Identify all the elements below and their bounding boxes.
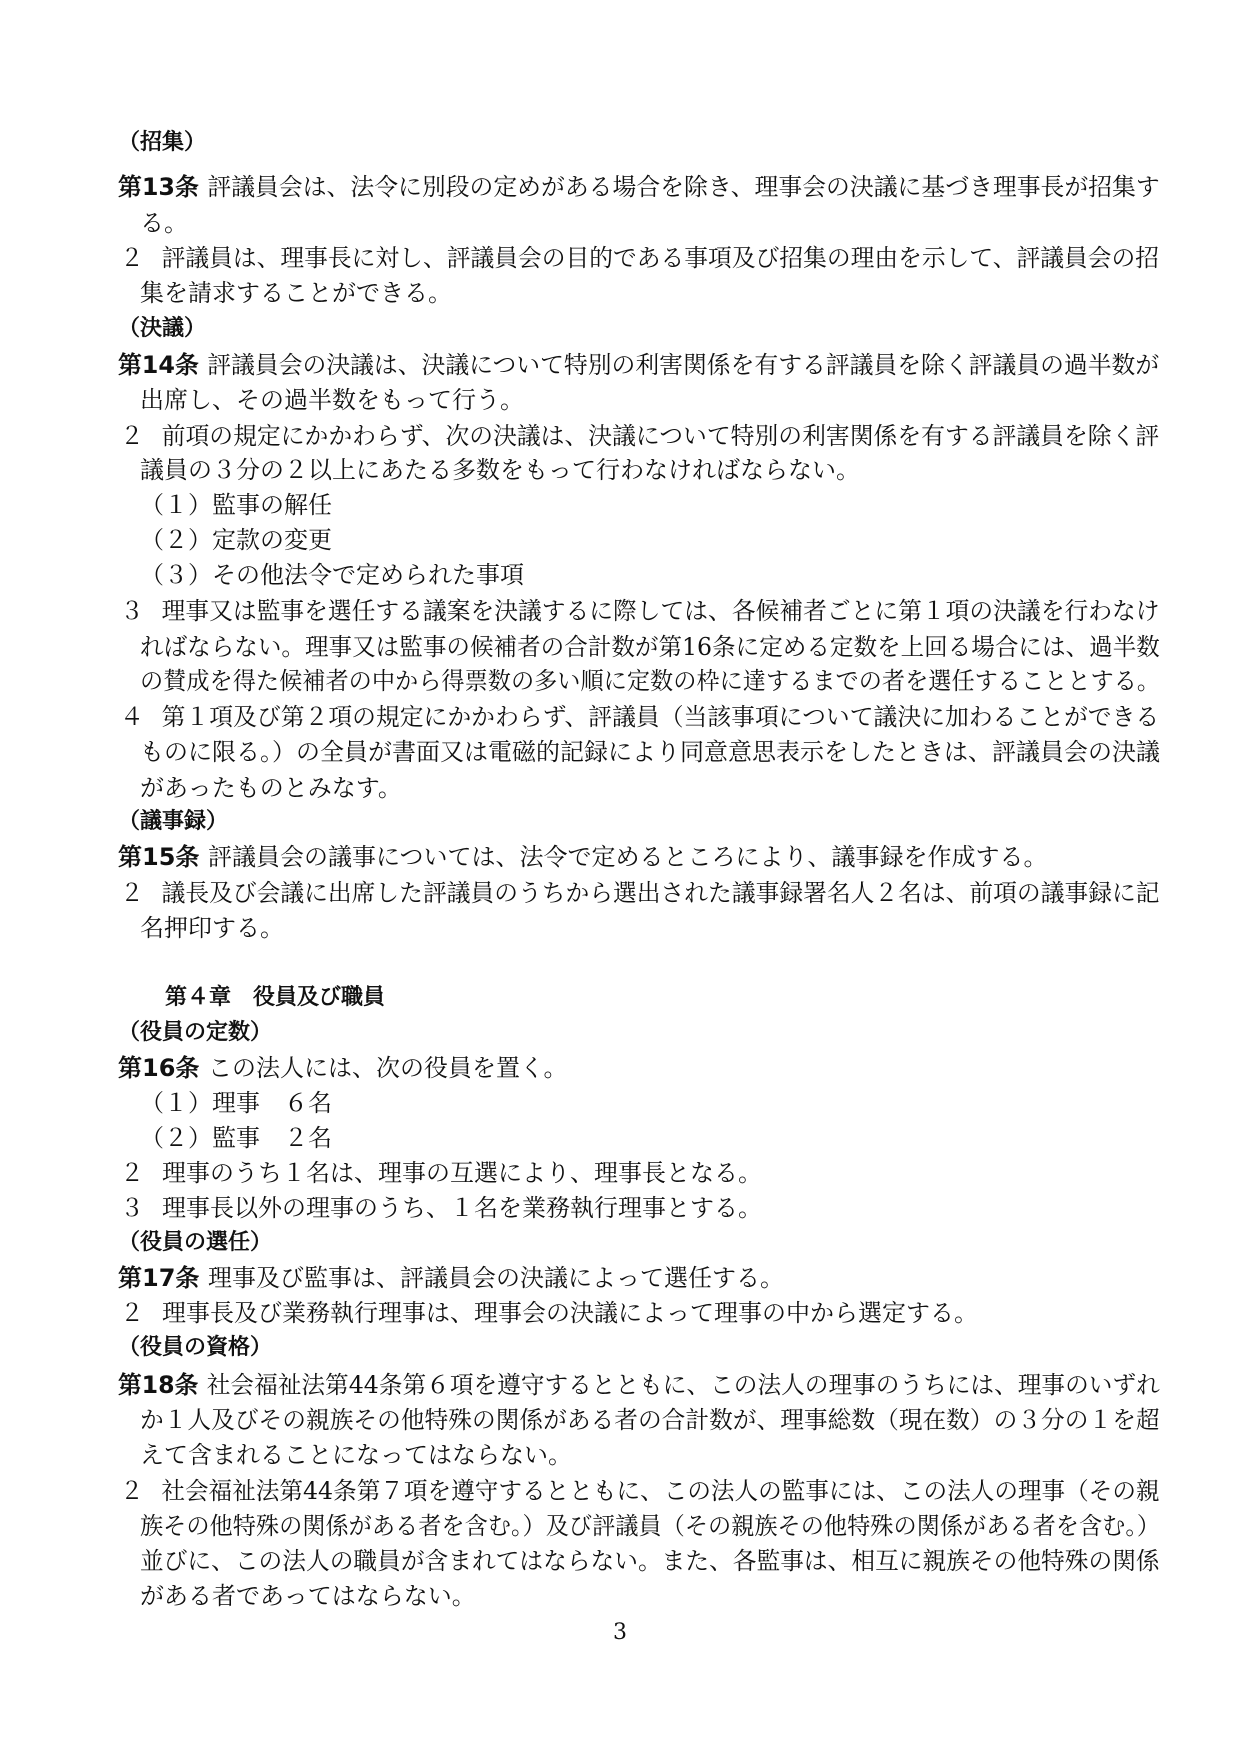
line-text: 理事長以外の理事のうち、１名を業務執行理事とする。 xyxy=(162,1194,762,1222)
continuation-line xyxy=(140,1440,572,1470)
paragraph-number: ２ xyxy=(120,1477,144,1505)
paragraph-number: ４ xyxy=(120,703,144,731)
line-text: えて含まれることになってはならない。 xyxy=(140,1441,572,1469)
line-text: （１）監事の解任 xyxy=(140,491,332,519)
article-line xyxy=(118,350,1159,380)
paragraph-line xyxy=(120,596,1160,626)
line-text: 議長及び会議に出席した評議員のうちから選出された議事録署名人２名は、前項の議事録に記 xyxy=(161,879,1160,907)
continuation-line xyxy=(140,1511,1160,1541)
paragraph-number: ２ xyxy=(120,422,144,450)
article-line xyxy=(118,172,1160,202)
paragraph-line xyxy=(120,1298,978,1328)
line-text: （３）その他法令で定められた事項 xyxy=(140,561,524,589)
line-text: ればならない。理事又は監事の候補者の合計数が第16条に定める定数を上回る場合には、過半数 xyxy=(140,633,1160,661)
line-text: 第１項及び第２項の規定にかかわらず、評議員（当該事項について議決に加わることができる xyxy=(161,703,1160,731)
continuation-line xyxy=(140,278,452,308)
line-text: （決議） xyxy=(118,316,207,341)
continuation-line xyxy=(140,385,524,415)
list-item xyxy=(140,560,524,590)
line-text: 評議員は、理事長に対し、評議員会の目的である事項及び招集の理由を示して、評議員会の招 xyxy=(161,244,1160,272)
chapter-title xyxy=(165,983,385,1013)
article-line xyxy=(118,842,1048,872)
paragraph-line xyxy=(120,1193,762,1223)
paragraph-line xyxy=(120,878,1160,908)
line-text: の賛成を得た候補者の中から得票数の多い順に定数の枠に達するまでの者を選任することとする。 xyxy=(140,667,1161,695)
line-text: 前項の規定にかかわらず、次の決議は、決議について特別の利害関係を有する評議員を除く評 xyxy=(161,422,1160,450)
list-item xyxy=(140,490,332,520)
article-line xyxy=(118,1053,568,1083)
paragraph-line xyxy=(120,421,1159,451)
line-text: 出席し、その過半数をもって行う。 xyxy=(140,386,524,414)
continuation-line xyxy=(140,455,860,485)
section-heading xyxy=(118,128,206,158)
line-text: ものに限る。）の全員が書面又は電磁的記録により同意意思表示をしたときは、評議員会の決議 xyxy=(140,738,1160,766)
line-text: 集を請求することができる。 xyxy=(140,279,452,307)
paragraph-line xyxy=(120,1158,762,1188)
line-text: （１）理事 ６名 xyxy=(140,1089,332,1117)
continuation-line xyxy=(140,666,1160,696)
article-line xyxy=(118,1263,784,1293)
line-text: があったものとみなす。 xyxy=(140,774,402,802)
paragraph-number: ２ xyxy=(120,879,144,907)
line-text: この法人には、次の役員を置く。 xyxy=(208,1054,568,1082)
section-heading xyxy=(118,314,206,344)
line-text: （議事録） xyxy=(118,809,229,834)
continuation-line xyxy=(140,1581,476,1611)
paragraph-number: ２ xyxy=(120,1159,144,1187)
paragraph-number: ２ xyxy=(120,1299,144,1327)
article-line xyxy=(118,1370,1160,1400)
paragraph-number: ２ xyxy=(120,244,144,272)
line-text: 理事及び監事は、評議員会の決議によって選任する。 xyxy=(208,1264,784,1292)
continuation-line xyxy=(140,737,1160,767)
paragraph-line xyxy=(120,1476,1160,1506)
line-text: 族その他特殊の関係がある者を含む。）及び評議員（その親族その他特殊の関係がある者を含む。） xyxy=(140,1512,1161,1540)
article-number: 第16条 xyxy=(118,1054,200,1082)
article-number: 第13条 xyxy=(118,173,199,201)
line-text: 評議員会の決議は、決議について特別の利害関係を有する評議員を除く評議員の過半数が xyxy=(207,351,1160,379)
section-heading xyxy=(118,1333,272,1363)
list-item xyxy=(140,1123,332,1153)
line-text: （役員の選任） xyxy=(118,1230,273,1255)
paragraph-number: ３ xyxy=(120,1194,144,1222)
continuation-line xyxy=(140,1405,1160,1435)
line-text: （２）定款の変更 xyxy=(140,526,332,554)
list-item xyxy=(140,1088,332,1118)
line-text: る。 xyxy=(140,209,188,237)
list-item xyxy=(140,525,332,555)
line-text: 名押印する。 xyxy=(140,914,284,942)
continuation-line xyxy=(140,773,402,803)
article-number: 第15条 xyxy=(118,843,200,871)
section-heading xyxy=(118,1228,272,1258)
line-text: 理事又は監事を選任する議案を決議するに際しては、各候補者ごとに第１項の決議を行わなけ xyxy=(161,597,1160,625)
page-number: 3 xyxy=(613,1620,627,1645)
paragraph-line xyxy=(120,702,1159,732)
continuation-line xyxy=(140,1546,1160,1576)
article-number: 第17条 xyxy=(118,1264,200,1292)
line-text: 社会福祉法第44条第７項を遵守するとともに、この法人の監事には、この法人の理事（その親 xyxy=(161,1477,1160,1505)
line-text: 議員の３分の２以上にあたる多数をもって行わなければならない。 xyxy=(140,456,860,484)
line-text: か１人及びその親族その他特殊の関係がある者の合計数が、理事総数（現在数）の３分の１を超 xyxy=(140,1406,1160,1434)
section-heading xyxy=(118,807,228,837)
paragraph-number: ３ xyxy=(120,597,144,625)
line-text: がある者であってはならない。 xyxy=(140,1582,476,1610)
line-text: （招集） xyxy=(118,130,207,155)
line-text: 評議員会は、法令に別段の定めがある場合を除き、理事会の決議に基づき理事長が招集す xyxy=(207,173,1160,201)
line-text: 理事のうち１名は、理事の互選により、理事長となる。 xyxy=(162,1159,762,1187)
continuation-line xyxy=(140,632,1160,662)
line-text: （役員の資格） xyxy=(118,1335,273,1360)
section-heading xyxy=(118,1018,272,1048)
line-text: 第４章 役員及び職員 xyxy=(165,985,386,1010)
line-text: 並びに、この法人の職員が含まれてはならない。また、各監事は、相互に親族その他特殊の関係 xyxy=(140,1547,1160,1575)
line-text: （役員の定数） xyxy=(118,1020,273,1045)
continuation-line xyxy=(140,913,284,943)
paragraph-line xyxy=(120,243,1159,273)
continuation-line xyxy=(140,208,188,238)
line-text: 社会福祉法第44条第６項を遵守するとともに、この法人の理事のうちには、理事のいずれ xyxy=(206,1371,1160,1399)
line-text: （２）監事 ２名 xyxy=(140,1124,332,1152)
line-text: 評議員会の議事については、法令で定めるところにより、議事録を作成する。 xyxy=(208,843,1048,871)
article-number: 第14条 xyxy=(118,351,199,379)
line-text: 理事長及び業務執行理事は、理事会の決議によって理事の中から選定する。 xyxy=(162,1299,978,1327)
article-number: 第18条 xyxy=(118,1371,199,1399)
